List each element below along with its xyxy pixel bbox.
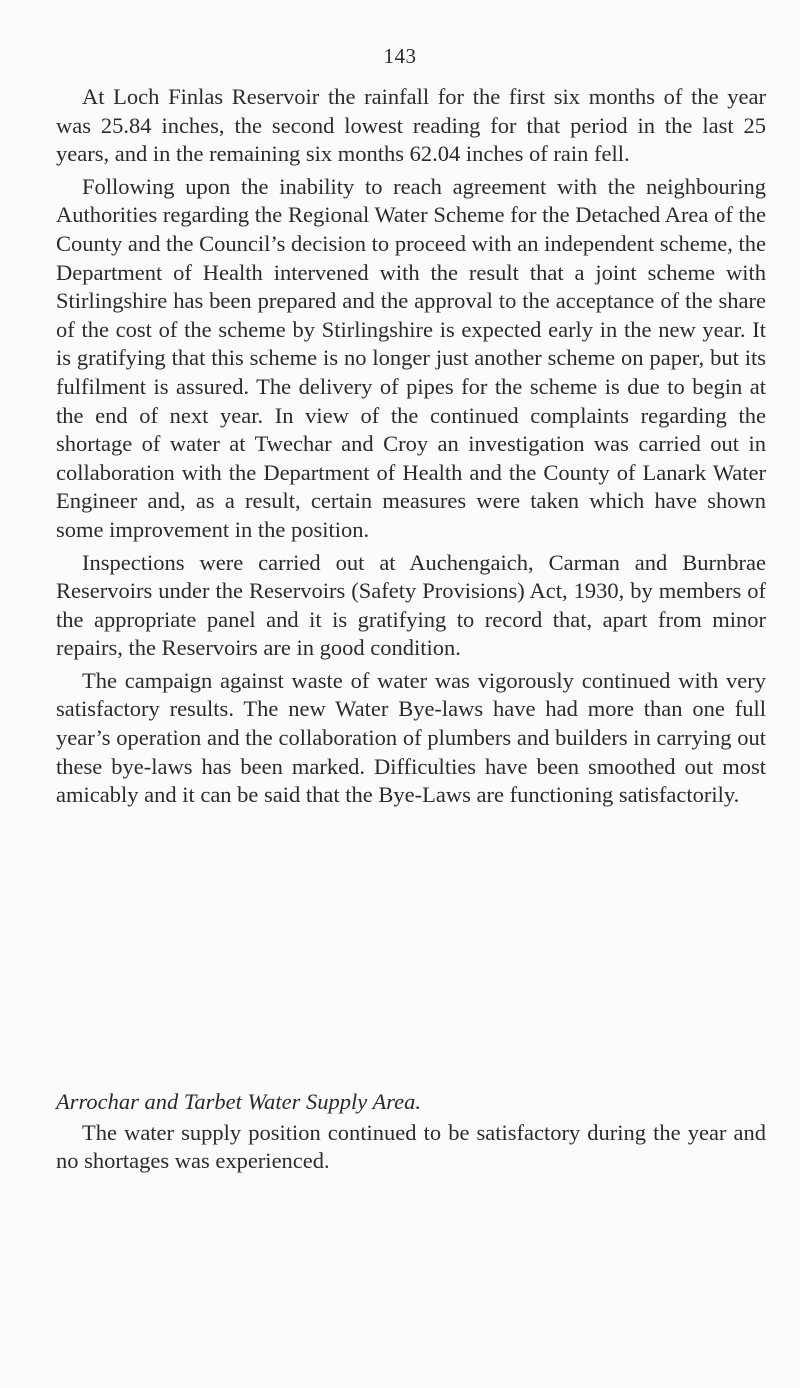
arrochar-section (56, 1088, 766, 1176)
paragraph-regional-water-scheme: Following upon the inability to reach agreement with the neighbouring Authorities regarding the Regional Water Scheme for the Detached Area of the County and the Council’s decision to proceed with an independent scheme, the Department of Health intervened with the result that a joint scheme with Stirlingshire has been prepared and the approval to the acceptance of the share of the cost of the scheme by Stirlingshire is expected early in the new year. It is gratifying that this scheme is no longer just another scheme on paper, but its fulfilment is assured. The delivery of pipes for the scheme is due to begin at the end of next year. In view of the continued complaints regarding the shortage of water at Twechar and Croy an investigation was carried out in collaboration with the Department of Health and the County of Lanark Water Engineer and, as a result, certain measures were taken which have shown some improvement in the position. (56, 173, 766, 542)
body-text (56, 83, 766, 814)
paragraph-reservoir-inspections: Inspections were carried out at Auchengaich, Carman and Burnbrae Reservoirs under the Reservoirs (Safety Provisions) Act, 1930, by members of the appropriate panel and it is gratifying to record that, apart from minor repairs, the Reservoirs are in good condition. (56, 549, 766, 661)
section-heading: Arrochar and Tarbet Water Supply Area. (56, 1089, 422, 1114)
paragraph-rainfall: At Loch Finlas Reservoir the rainfall for the first six months of the year was 25.84 inches, the second lowest reading for that period in the last 25 years, and in the remaining six months 62.04 inches of rain fell. (56, 84, 766, 167)
page-number: 143 (383, 44, 417, 68)
paragraph-arrochar-supply: The water supply position continued to be satisfactory during the year and no shortages was experienced. (56, 1119, 766, 1174)
paragraph-waste-campaign: The campaign against waste of water was vigorously continued with very satisfactory results. The new Water Bye-laws have had more than one full year’s operation and the collaboration of plumbers and builders in carrying out these bye-laws has been marked. Difficulties have been smoothed out most amicably and it can be said that the Bye-Laws are functioning satisfactorily. (56, 667, 766, 808)
